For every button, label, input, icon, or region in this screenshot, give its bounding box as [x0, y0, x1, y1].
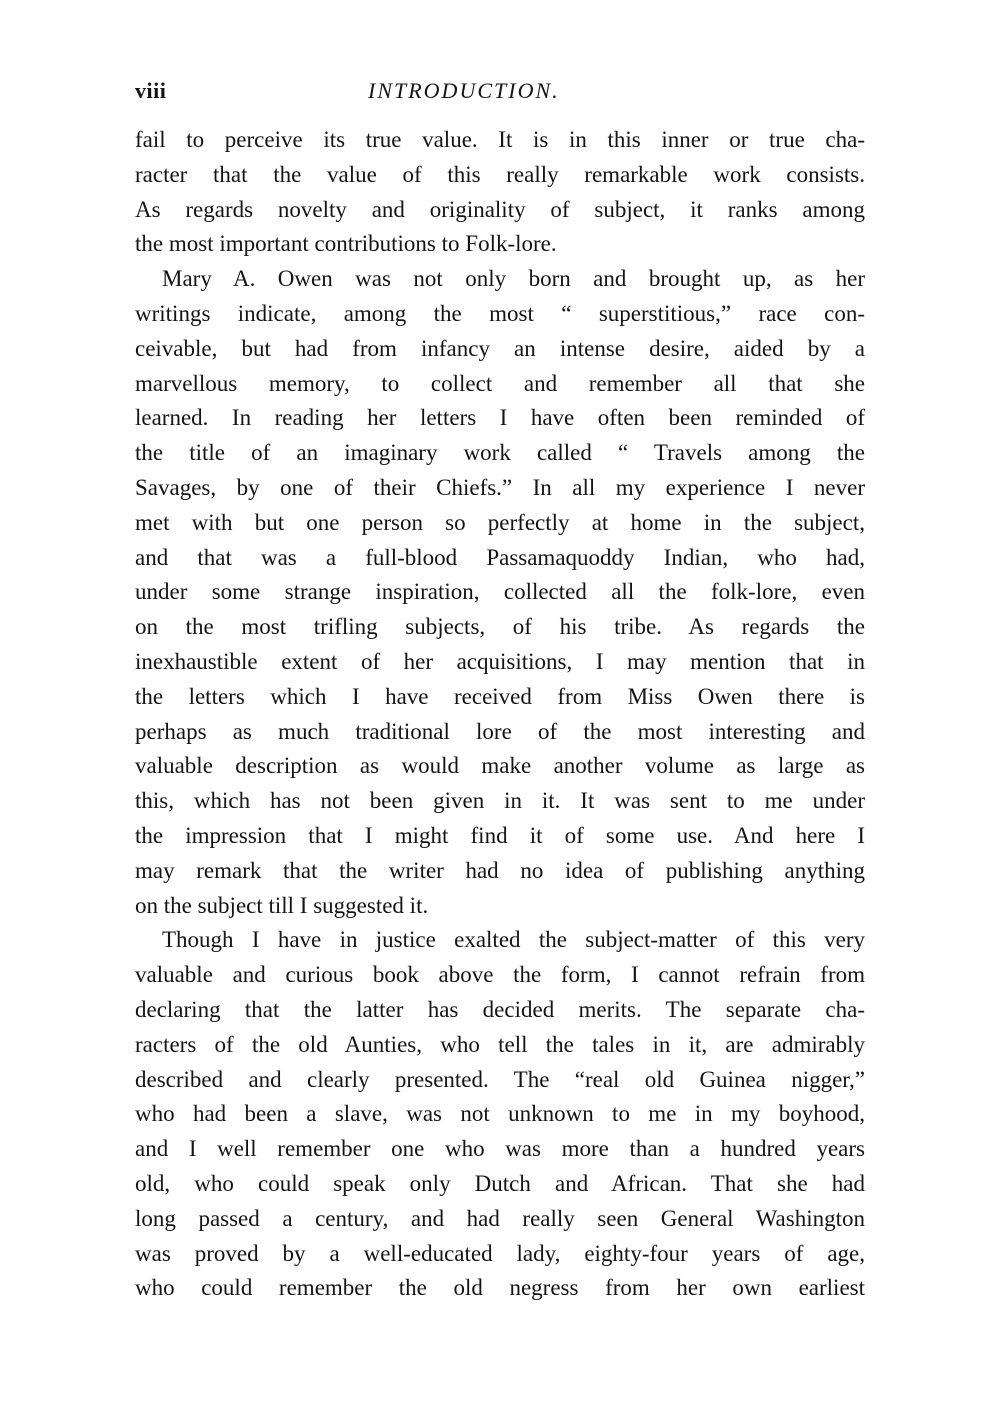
text-line: and I well remember one who was more than a hundred years	[135, 1136, 865, 1162]
text-line: writings indicate, among the most “ superstitious,” race con-	[135, 300, 865, 326]
text-line: the letters which I have received from Miss Owen there is	[135, 683, 865, 709]
text-line: who could remember the old negress from her own earliest	[135, 1275, 865, 1301]
text-line: the title of an imaginary work called “ Travels among the	[135, 440, 865, 466]
text-line: valuable description as would make another volume as large as	[135, 753, 865, 779]
text-line: who had been a slave, was not unknown to me in my boyhood,	[135, 1101, 865, 1127]
text-line: racters of the old Aunties, who tell the tales in it, are admirably	[135, 1031, 865, 1057]
text-line: ceivable, but had from infancy an intense desire, aided by a	[135, 335, 865, 361]
text-line: may remark that the writer had no idea of publishing anything	[135, 857, 865, 883]
text-line: declaring that the latter has decided merits. The separate cha-	[135, 996, 865, 1022]
text-line: inexhaustible extent of her acquisitions, I may mention that in	[135, 648, 865, 674]
text-line: the impression that I might find it of some use. And here I	[135, 822, 865, 848]
book-page	[135, 78, 865, 1306]
text-line: on the subject till I suggested it.	[135, 892, 429, 918]
text-line: the most important contributions to Folk-lore.	[135, 231, 557, 257]
text-line: learned. In reading her letters I have often been reminded of	[135, 405, 865, 431]
body-text	[135, 123, 865, 1306]
text-line: under some strange inspiration, collected all the folk-lore, even	[135, 579, 865, 605]
running-head	[135, 78, 865, 108]
text-line: racter that the value of this really remarkable work consists.	[135, 161, 865, 187]
text-line: long passed a century, and had really seen General Washington	[135, 1205, 865, 1231]
text-line: As regards novelty and originality of subject, it ranks among	[135, 196, 865, 222]
text-line: this, which has not been given in it. It was sent to me under	[135, 788, 865, 814]
text-line: and that was a full-blood Passamaquoddy Indian, who had,	[135, 544, 865, 570]
text-line: met with but one person so perfectly at home in the subject,	[135, 509, 865, 535]
text-line: old, who could speak only Dutch and African. That she had	[135, 1170, 865, 1196]
text-line: described and clearly presented. The “real old Guinea nigger,”	[135, 1066, 865, 1092]
page-number: viii	[135, 78, 167, 103]
text-line: marvellous memory, to collect and remember all that she	[135, 370, 865, 396]
text-line: was proved by a well-educated lady, eighty-four years of age,	[135, 1240, 865, 1266]
text-line: fail to perceive its true value. It is in this inner or true cha-	[135, 127, 865, 152]
text-line: Mary A. Owen was not only born and brought up, as her	[162, 266, 865, 292]
text-line: Though I have in justice exalted the subject-matter of this very	[162, 927, 865, 953]
text-line: Savages, by one of their Chiefs.” In all my experience I never	[135, 474, 865, 500]
paragraph-1	[135, 123, 865, 262]
text-line: perhaps as much traditional lore of the most interesting and	[135, 718, 865, 744]
paragraph-2	[135, 262, 865, 923]
running-title: INTRODUCTION.	[368, 78, 560, 103]
paragraph-3	[135, 923, 865, 1306]
text-line: valuable and curious book above the form, I cannot refrain from	[135, 962, 865, 988]
text-line: on the most trifling subjects, of his tribe. As regards the	[135, 614, 865, 640]
